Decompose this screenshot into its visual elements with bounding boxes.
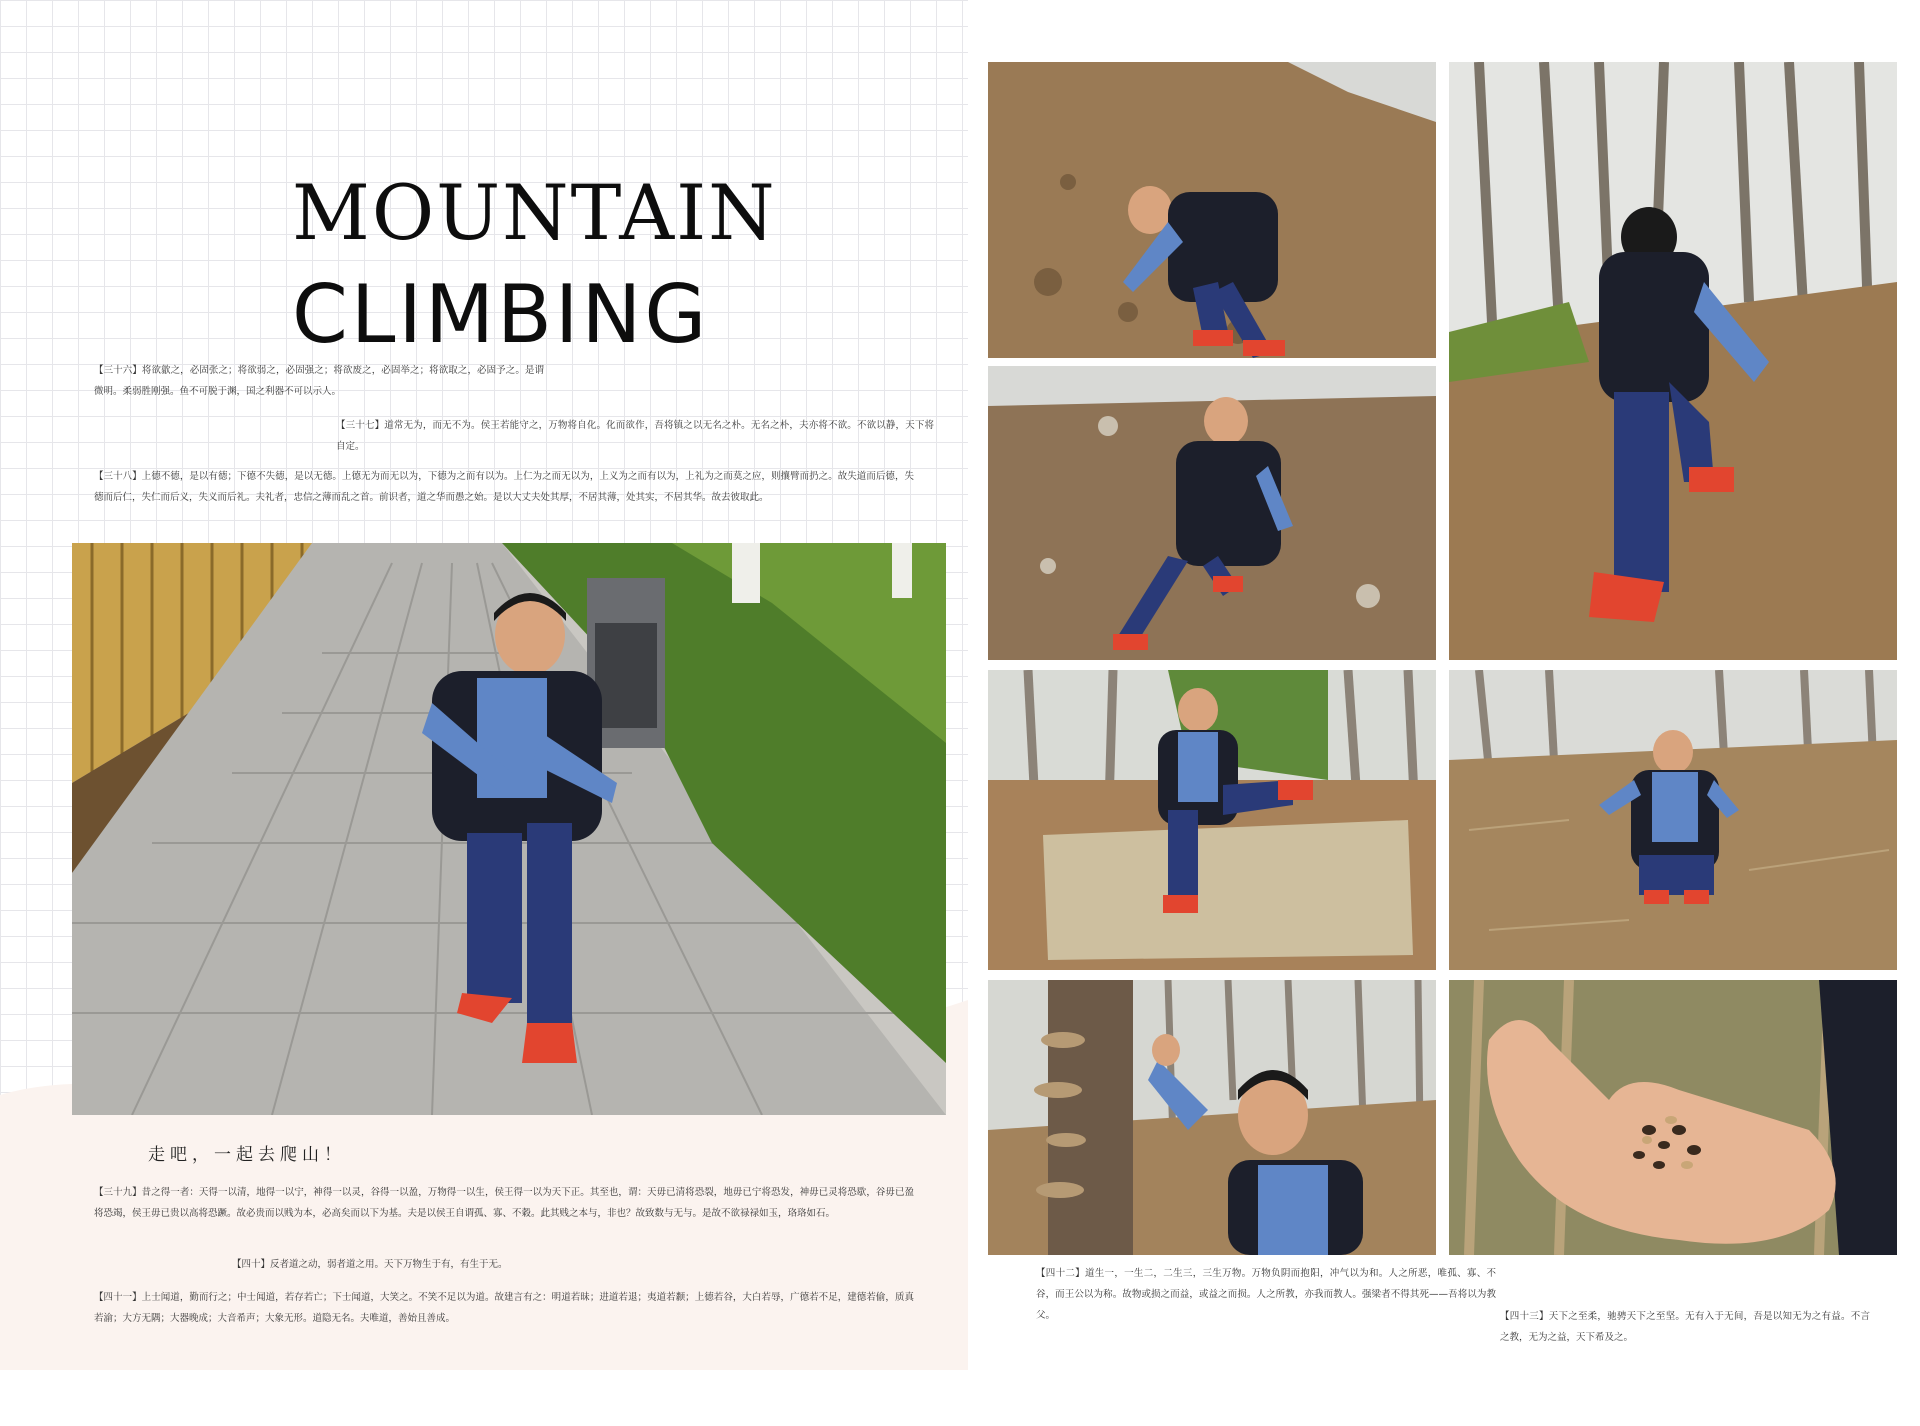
- paragraph-37: 【三十七】道常无为，而无不为。侯王若能守之，万物将自化。化而欲作，吾将镇之以无名之朴。无名之朴，夫亦将不欲。不欲以静，天下将自定。: [336, 420, 934, 452]
- photo-boy-climbing-back: [1449, 62, 1897, 660]
- tree-fungus-scene-graphic: [988, 980, 1436, 1255]
- left-page: [0, 0, 968, 1370]
- caption-lets-climb: 走吧，一起去爬山！: [148, 1145, 346, 1165]
- photo-hand-seeds: [1449, 980, 1897, 1255]
- hand-seeds-scene-graphic: [1449, 980, 1897, 1255]
- slope-scene-2-graphic: [988, 366, 1436, 660]
- photo-boy-sitting-rock: [988, 670, 1436, 970]
- photo-boy-crouching: [1449, 670, 1897, 970]
- paragraph-43: 【四十三】天下之至柔，驰骋天下之至坚。无有入于无间，吾是以知无为之有益。不言之教，无为之益，天下希及之。: [1500, 1311, 1870, 1343]
- photo-boy-tree-fungus: [988, 980, 1436, 1255]
- paragraph-36: 【三十六】将欲歙之，必固张之；将欲弱之，必固强之；将欲废之，必固举之；将欲取之，必固予之。是谓微明。柔弱胜刚强。鱼不可脱于渊，国之利器不可以示人。: [94, 365, 544, 397]
- slope-scene-1-graphic: [988, 62, 1436, 358]
- photo-boy-climbing-slope-2: [988, 366, 1436, 660]
- crouching-scene-graphic: [1449, 670, 1897, 970]
- paragraph-38: 【三十八】上德不德，是以有德；下德不失德，是以无德。上德无为而无以为，下德为之而有以为。上仁为之而无以为，上义为之而有以为，上礼为之而莫之应，则攘臂而扔之。故失道而后德，失德而后仁，失仁而后义，失义而后礼。夫礼者，忠信之薄而乱之首。前识者，道之华而愚之始。是以大丈夫处其厚，不居其薄，处其实，不居其华。故去彼取此。: [94, 471, 914, 503]
- climbing-back-scene-graphic: [1449, 62, 1897, 660]
- photo-boy-climbing-slope-1: [988, 62, 1436, 358]
- paragraph-39: 【三十九】昔之得一者：天得一以清，地得一以宁，神得一以灵，谷得一以盈，万物得一以生，侯王得一以为天下正。其至也，谓：天毋已清将恐裂，地毋已宁将恐发，神毋已灵将恐歇，谷毋已盈将恐竭，侯王毋已贵以高将恐蹶。故必贵而以贱为本，必高矣而以下为基。夫是以侯王自谓孤、寡、不穀。此其贱之本与，非也？故致数与无与。是故不欲禄禄如玉，珞珞如石。: [94, 1187, 914, 1219]
- paragraph-41: 【四十一】上士闻道，勤而行之；中士闻道，若存若亡；下士闻道，大笑之。不笑不足以为道。故建言有之：明道若昧；进道若退；夷道若颣；上德若谷，大白若辱，广德若不足，建德若偷，质真若渝；大方无隅；大器晚成；大音希声；大象无形。道隐无名。夫唯道，善始且善成。: [94, 1292, 914, 1324]
- paragraph-42: 【四十二】道生一，一生二，二生三，三生万物。万物负阴而抱阳，冲气以为和。人之所恶，唯孤、寡、不谷，而王公以为称。故物或损之而益，或益之而损。人之所教，亦我而教人。强梁者不得其死——吾将以为教父。: [1036, 1268, 1496, 1321]
- title-mountain: MOUNTAIN: [292, 168, 777, 257]
- title-climbing: CLIMBING: [292, 268, 710, 361]
- running-scene-graphic: [72, 543, 946, 1115]
- pink-wash: [0, 1110, 968, 1370]
- photo-boy-running-path: [72, 543, 946, 1115]
- sitting-rock-scene-graphic: [988, 670, 1436, 970]
- paragraph-40: 【四十】反者道之动，弱者道之用。天下万物生于有，有生于无。: [232, 1259, 508, 1270]
